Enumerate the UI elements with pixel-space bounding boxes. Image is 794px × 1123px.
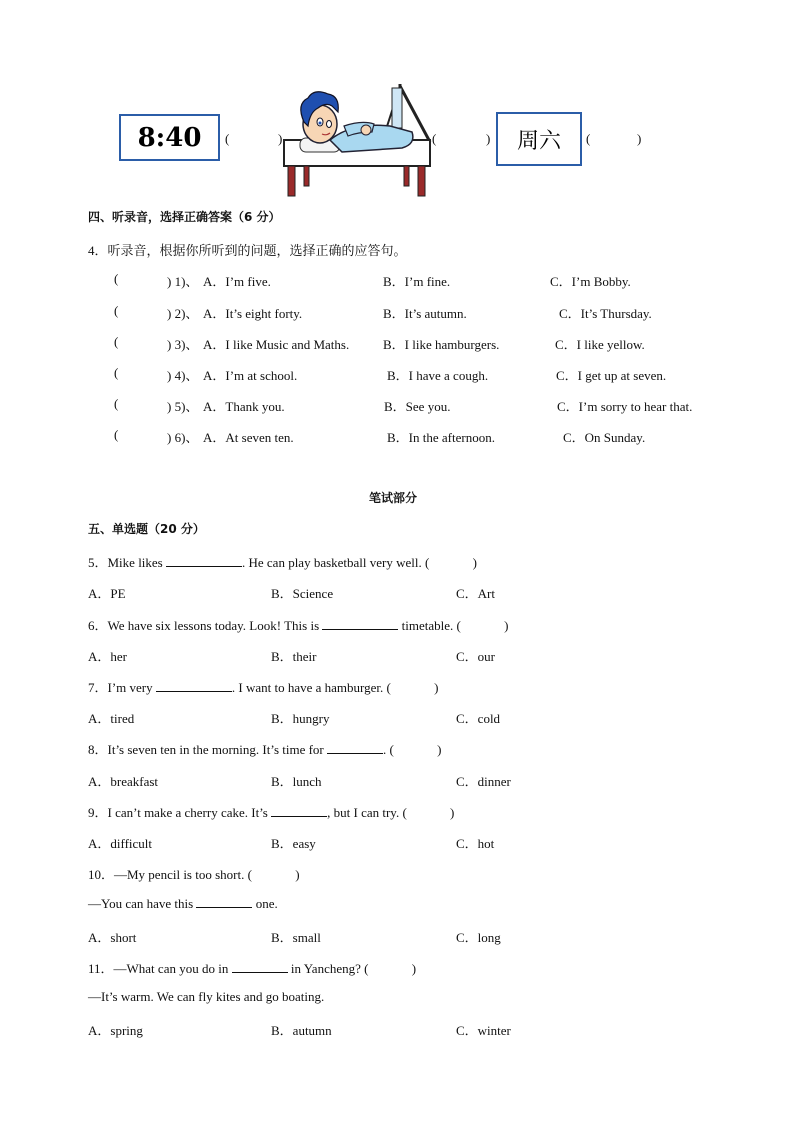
answer-paren-open: ( (114, 365, 119, 380)
q7-option-c: C．cold (456, 711, 501, 726)
question-text-cont: in Yancheng? ( (290, 961, 369, 976)
answer-blank[interactable] (327, 741, 383, 754)
answer-paren-close-1: ) (278, 131, 283, 146)
day-picture (496, 112, 582, 166)
question-text: 11．—What can you do in (88, 961, 229, 976)
question-text-cont: timetable. ( (401, 618, 461, 633)
q11-option-c: C．winter (456, 1023, 511, 1038)
option-b: B．See you. (384, 399, 451, 414)
option-c: C．On Sunday. (563, 430, 646, 445)
option-a: A．It’s eight forty. (203, 306, 303, 321)
question-6 (88, 615, 508, 634)
answer-paren-open: ( (114, 396, 119, 411)
item-number: ) 6)、 (167, 430, 199, 445)
option-c: C．I’m Bobby. (550, 274, 631, 289)
q11-option-b: B．autumn (271, 1023, 332, 1038)
question-text: 7．I’m very (88, 680, 153, 695)
answer-paren-close: ) (472, 555, 477, 570)
question-text-cont: one. (255, 896, 278, 911)
question-9 (88, 802, 454, 821)
option-c: C．It’s Thursday. (559, 306, 652, 321)
item-number: ) 4)、 (167, 368, 199, 383)
option-a: A．At seven ten. (203, 430, 294, 445)
section4-heading: 四、听录音，选择正确答案（6 分） (88, 210, 281, 224)
question-text-cont: . I want to have a hamburger. ( (231, 680, 391, 695)
answer-paren-close: ) (504, 618, 509, 633)
question-10-reply (88, 895, 278, 912)
option-b: B．I have a cough. (387, 368, 489, 383)
q9-option-c: C．hot (456, 836, 495, 851)
question-5 (88, 552, 477, 571)
q9-option-a: A．difficult (88, 836, 153, 851)
question-text: 9．I can’t make a cherry cake. It’s (88, 805, 268, 820)
question-text: 6．We have six lessons today. Look! This is (88, 618, 320, 633)
answer-blank[interactable] (322, 617, 398, 630)
answer-paren-open-1: ( (225, 131, 230, 146)
option-b: B．In the afternoon. (387, 430, 495, 445)
q10-option-b: B．small (271, 930, 321, 945)
q8-option-c: C．dinner (456, 774, 511, 789)
answer-paren-close: ) (450, 805, 455, 820)
q10-option-a: A．short (88, 930, 137, 945)
item-number: ) 1)、 (167, 274, 199, 289)
option-c: C．I’m sorry to hear that. (557, 399, 693, 414)
answer-paren-open: ( (114, 303, 119, 318)
question-10 (88, 864, 300, 883)
question-text-cont: . ( (383, 742, 394, 757)
answer-blank[interactable] (156, 679, 232, 692)
q6-option-b: B．their (271, 649, 317, 664)
answer-blank[interactable] (232, 960, 288, 973)
question-text: 5．Mike likes (88, 555, 163, 570)
answer-paren-open: ( (114, 334, 119, 349)
question-8 (88, 739, 441, 758)
answer-paren-open: ( (114, 427, 119, 442)
day-label: 周六 (516, 128, 561, 154)
answer-paren-close-2: ) (486, 131, 491, 146)
question-text-cont: . He can play basketball very well. ( (242, 555, 430, 570)
option-a: A．I like Music and Maths. (203, 337, 350, 352)
option-c: C．I get up at seven. (556, 368, 667, 383)
question-text: —You can have this (88, 896, 194, 911)
answer-blank[interactable] (166, 554, 242, 567)
option-a: A．I’m five. (203, 274, 271, 289)
option-b: B．I like hamburgers. (383, 337, 500, 352)
section4-instruction: 4．听录音，根据你所听到的问题，选择正确的应答句。 (88, 243, 407, 258)
clock-time: 8:40 (137, 122, 202, 153)
answer-paren-close-3: ) (637, 131, 642, 146)
question-7 (88, 677, 438, 696)
item-number: ) 5)、 (167, 399, 199, 414)
item-number: ) 2)、 (167, 306, 199, 321)
option-b: B．I’m fine. (383, 274, 451, 289)
answer-paren-close: ) (437, 742, 442, 757)
answer-paren-open-3: ( (586, 131, 591, 146)
question-text: 10．—My pencil is too short. ( (88, 867, 252, 882)
question-11 (88, 958, 416, 977)
answer-paren-open: ( (114, 271, 119, 286)
clock-picture (119, 114, 220, 161)
answer-blank[interactable] (196, 895, 252, 908)
q5-option-c: C．Art (456, 586, 496, 601)
answer-blank[interactable] (271, 804, 327, 817)
question-text-cont: , but I can try. ( (327, 805, 407, 820)
option-a: A．I’m at school. (203, 368, 298, 383)
q9-option-b: B．easy (271, 836, 316, 851)
question-11-reply: —It’s warm. We can fly kites and go boating. (88, 989, 325, 1004)
option-c: C．I like yellow. (555, 337, 645, 352)
sleeping-boy-illustration (282, 82, 432, 198)
q10-option-c: C．long (456, 930, 501, 945)
q5-option-a: A．PE (88, 586, 126, 601)
question-text: 8．It’s seven ten in the morning. It’s time for (88, 742, 324, 757)
answer-paren-close: ) (411, 961, 417, 976)
q8-option-b: B．lunch (271, 774, 322, 789)
q11-option-a: A．spring (88, 1023, 143, 1038)
q6-option-c: C．our (456, 649, 496, 664)
answer-paren-open-2: ( (432, 131, 437, 146)
option-b: B．It’s autumn. (383, 306, 467, 321)
q5-option-b: B．Science (271, 586, 334, 601)
item-number: ) 3)、 (167, 337, 199, 352)
answer-paren-close: ) (434, 680, 439, 695)
q6-option-a: A．her (88, 649, 127, 664)
section5-heading: 五、单选题（20 分） (88, 522, 205, 536)
option-a: A．Thank you. (203, 399, 285, 414)
q7-option-a: A．tired (88, 711, 135, 726)
q8-option-a: A．breakfast (88, 774, 159, 789)
answer-paren-close: ) (295, 867, 300, 882)
q7-option-b: B．hungry (271, 711, 330, 726)
written-part-title: 笔试部分 (369, 491, 418, 505)
